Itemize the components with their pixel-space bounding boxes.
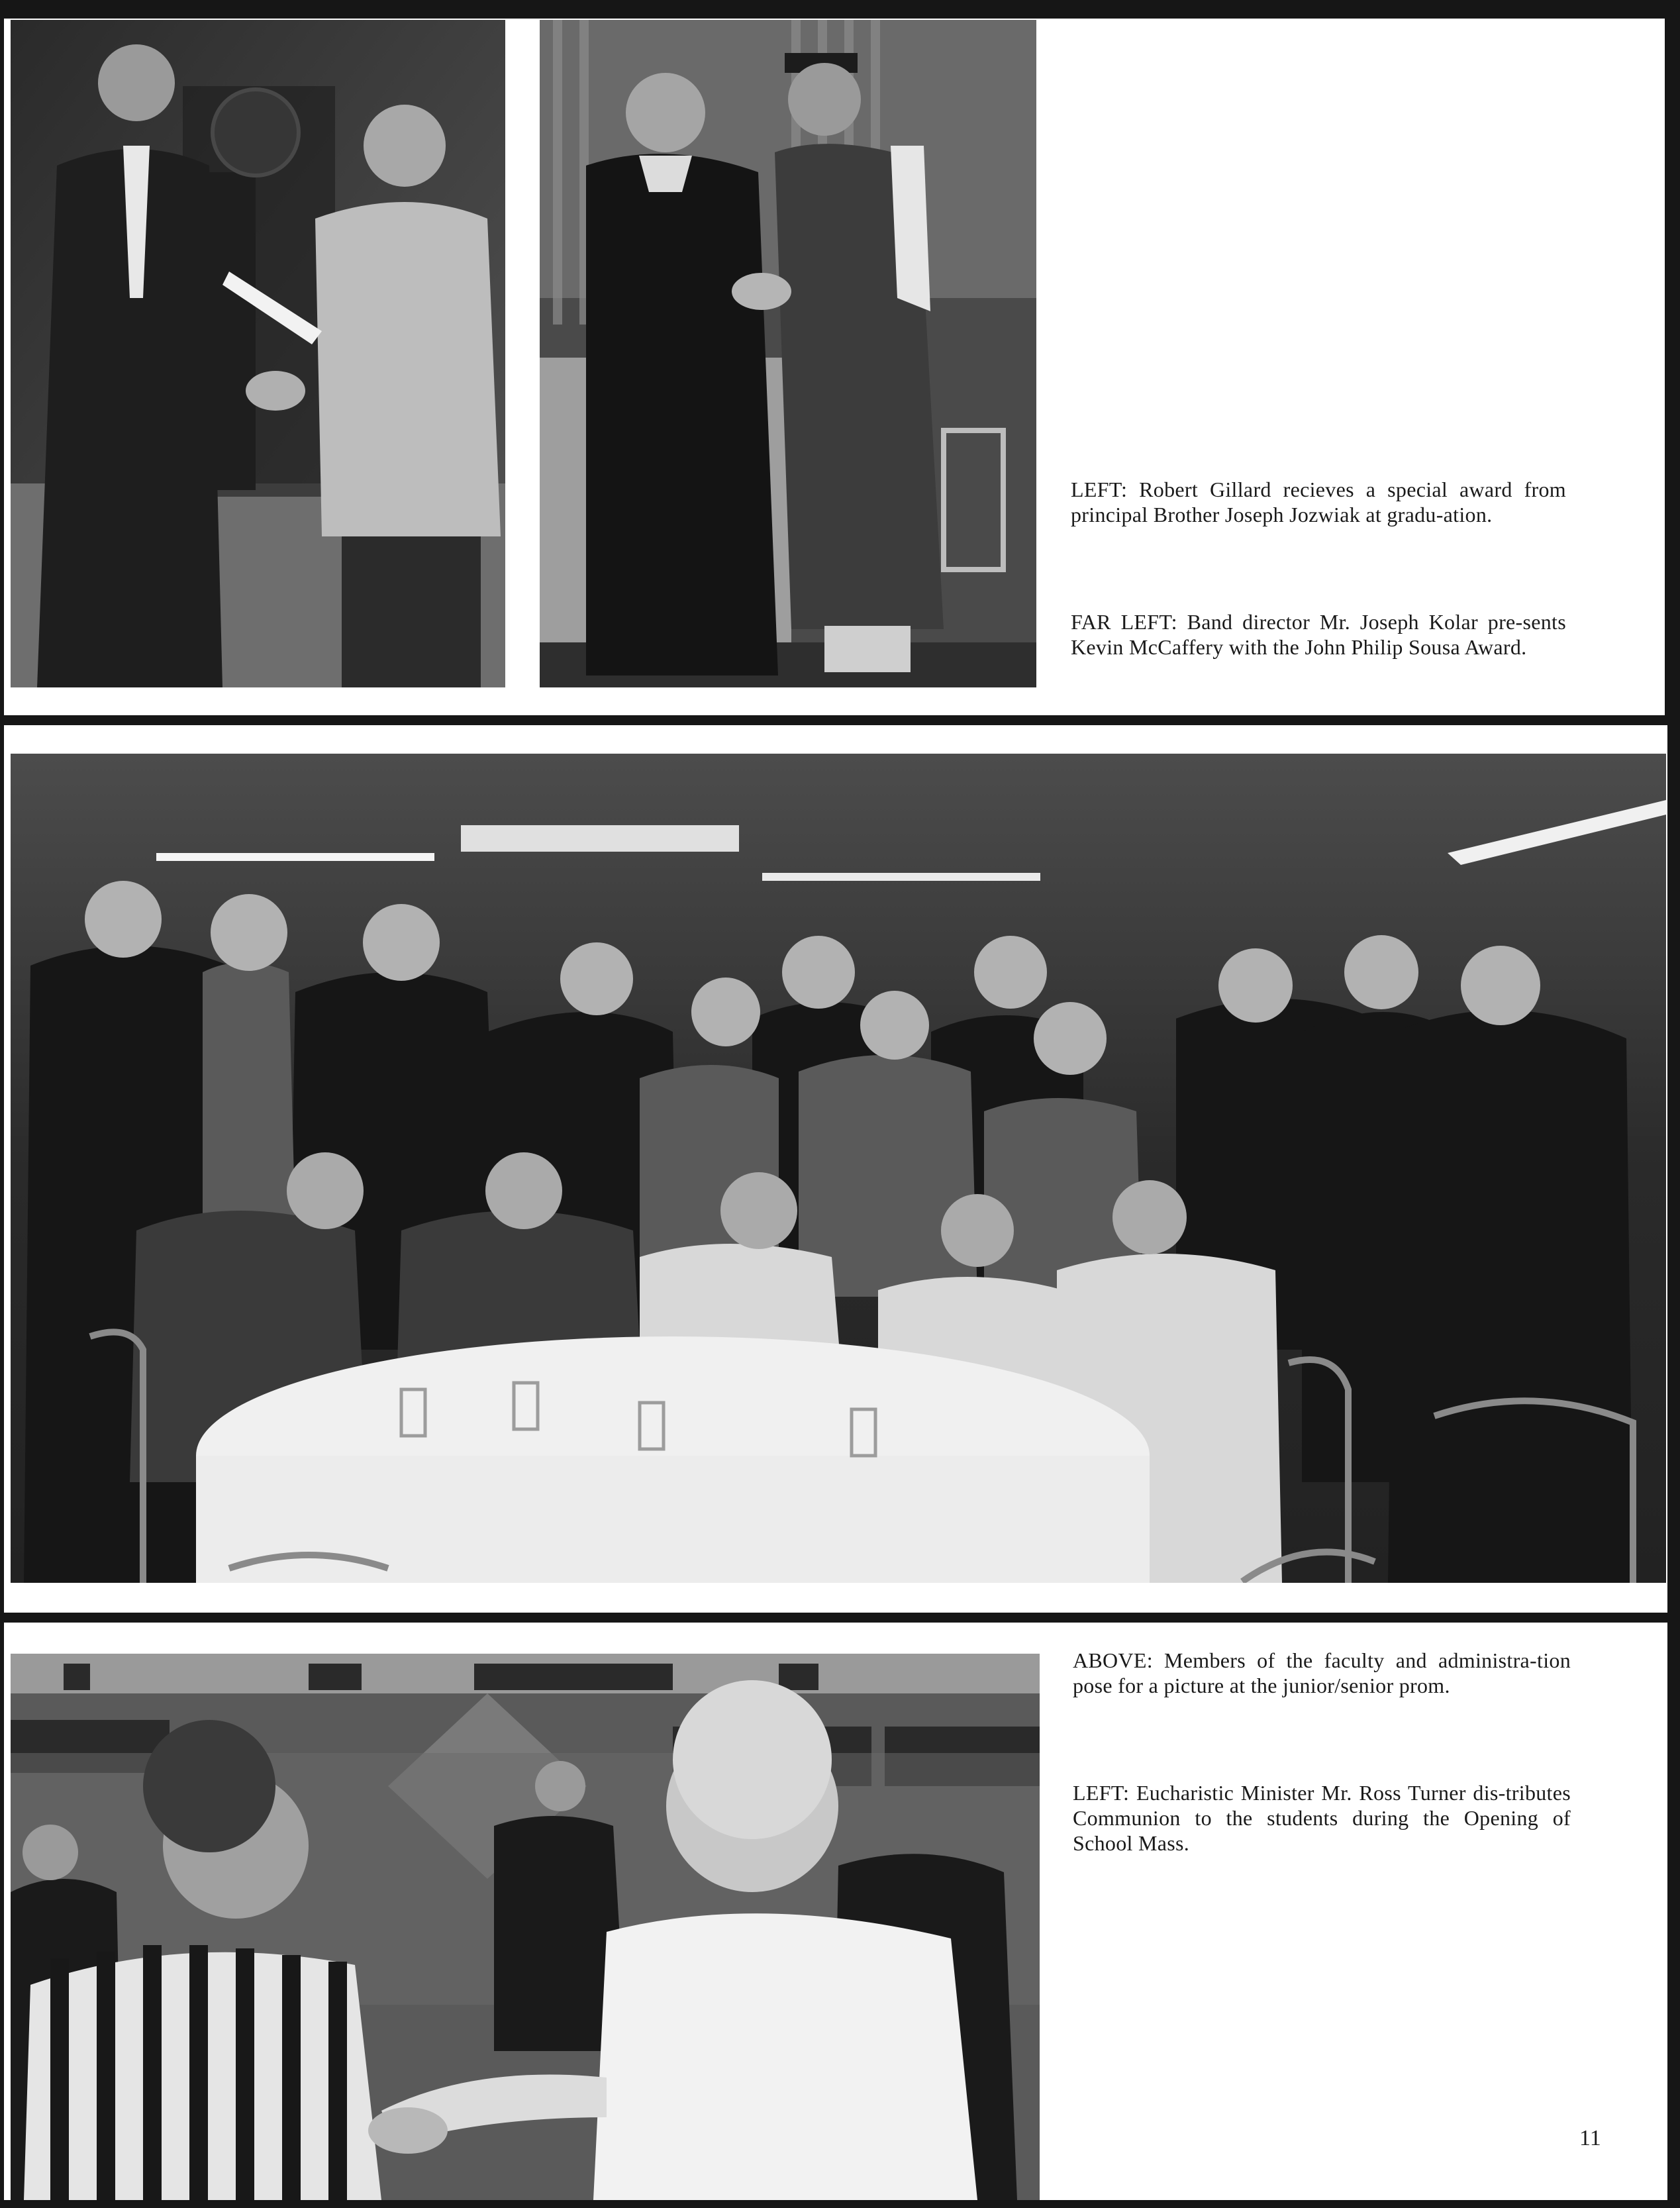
graduation-handshake-photo [540, 20, 1036, 687]
top-caption-left-award: LEFT: Robert Gillard recieves a special award from principal Brother Joseph Jozwiak at gradu-ation. [1071, 477, 1566, 527]
faculty-prom-group-photo [11, 754, 1666, 1583]
top-caption-far-left-sousa: FAR LEFT: Band director Mr. Joseph Kolar pre-sents Kevin McCaffery with the John Philip Sousa Award. [1071, 610, 1566, 659]
page-number: 11 [1579, 2126, 1601, 2150]
award-handshake-photo [11, 20, 505, 687]
bottom-caption-above-faculty: ABOVE: Members of the faculty and administra-tion pose for a picture at the junior/senior prom. [1073, 1648, 1571, 1697]
communion-mass-photo [11, 1654, 1040, 2200]
bottom-caption-left-communion: LEFT: Eucharistic Minister Mr. Ross Turner dis-tributes Communion to the students during the Opening of School Mass. [1073, 1781, 1571, 1855]
